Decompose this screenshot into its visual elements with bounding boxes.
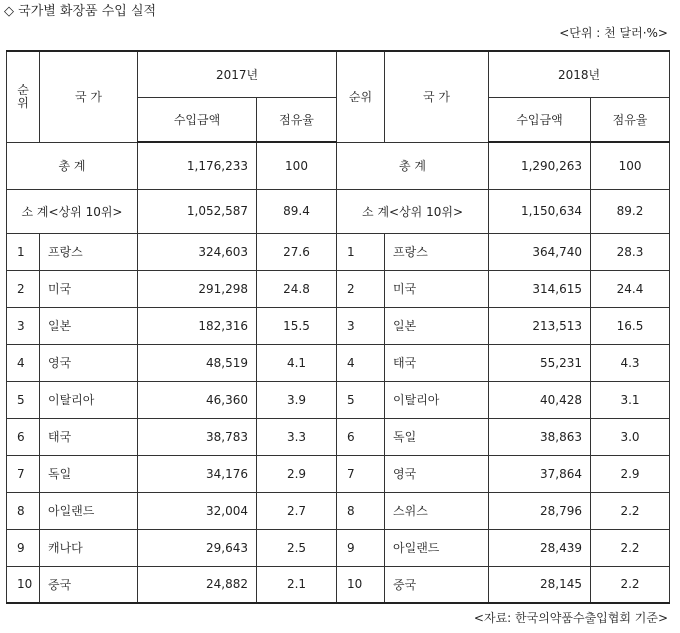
amount-2017: 291,298 <box>138 270 257 307</box>
amount-2017: 24,882 <box>138 566 257 603</box>
subtotal-amount-2018: 1,150,634 <box>489 189 591 233</box>
rank-2017: 2 <box>7 270 40 307</box>
amount-2018: 28,796 <box>489 492 591 529</box>
amount-2018: 40,428 <box>489 381 591 418</box>
amount-2017: 29,643 <box>138 529 257 566</box>
country-2017: 태국 <box>40 418 138 455</box>
country-2017: 영국 <box>40 344 138 381</box>
country-2017: 캐나다 <box>40 529 138 566</box>
country-2018: 중국 <box>385 566 489 603</box>
total-share-2017: 100 <box>257 142 337 189</box>
rank-2018: 3 <box>337 307 385 344</box>
rank-2017: 6 <box>7 418 40 455</box>
table-row <box>7 418 670 455</box>
share-2017: 24.8 <box>257 270 337 307</box>
country-2018: 이탈리아 <box>385 381 489 418</box>
amount-2018: 38,863 <box>489 418 591 455</box>
amount-2017: 38,783 <box>138 418 257 455</box>
amount-2017: 46,360 <box>138 381 257 418</box>
amount-2017: 182,316 <box>138 307 257 344</box>
rank-2018: 4 <box>337 344 385 381</box>
country-2017: 미국 <box>40 270 138 307</box>
total-amount-2017: 1,176,233 <box>138 142 257 189</box>
table-row <box>7 529 670 566</box>
amount-2017: 48,519 <box>138 344 257 381</box>
amount-2018: 28,439 <box>489 529 591 566</box>
share-2017: 2.5 <box>257 529 337 566</box>
country-2017: 중국 <box>40 566 138 603</box>
rank-2017: 7 <box>7 455 40 492</box>
country-2017: 독일 <box>40 455 138 492</box>
rank-2017: 1 <box>7 233 40 270</box>
country-header-2017: 국 가 <box>40 51 138 142</box>
rank-2018: 6 <box>337 418 385 455</box>
amount-2018: 37,864 <box>489 455 591 492</box>
country-2017: 아일랜드 <box>40 492 138 529</box>
page-title: ◇ 국가별 화장품 수입 실적 <box>4 4 157 19</box>
share-2018: 2.2 <box>591 566 670 603</box>
rank-2017: 8 <box>7 492 40 529</box>
share-2018: 24.4 <box>591 270 670 307</box>
share-2017: 4.1 <box>257 344 337 381</box>
amount-header-2017: 수입금액 <box>138 97 257 142</box>
share-2017: 3.3 <box>257 418 337 455</box>
share-2018: 3.0 <box>591 418 670 455</box>
total-label-2018: 총 계 <box>337 142 489 189</box>
country-2018: 태국 <box>385 344 489 381</box>
table-row <box>7 344 670 381</box>
country-2017: 일본 <box>40 307 138 344</box>
source-note: <자료: 한국의약품수출입협회 기준> <box>473 611 668 625</box>
subtotal-label-2018: 소 계<상위 10위> <box>337 189 489 233</box>
rank-2017: 4 <box>7 344 40 381</box>
table-row <box>7 455 670 492</box>
share-2017: 2.9 <box>257 455 337 492</box>
country-2018: 미국 <box>385 270 489 307</box>
amount-2018: 55,231 <box>489 344 591 381</box>
amount-2017: 32,004 <box>138 492 257 529</box>
country-header-2018: 국 가 <box>385 51 489 142</box>
country-2018: 아일랜드 <box>385 529 489 566</box>
table-row <box>7 381 670 418</box>
table-row <box>7 566 670 603</box>
subtotal-share-2018: 89.2 <box>591 189 670 233</box>
table-row <box>7 270 670 307</box>
rank-2018: 10 <box>337 566 385 603</box>
country-2018: 독일 <box>385 418 489 455</box>
share-2018: 2.2 <box>591 529 670 566</box>
rank-header-line2: 위 <box>17 95 29 110</box>
header-row-years <box>7 51 670 97</box>
country-2018: 일본 <box>385 307 489 344</box>
share-2017: 27.6 <box>257 233 337 270</box>
share-2017: 2.1 <box>257 566 337 603</box>
rank-2017: 5 <box>7 381 40 418</box>
total-amount-2018: 1,290,263 <box>489 142 591 189</box>
total-label-2017: 총 계 <box>7 142 138 189</box>
rank-header-line1: 순 <box>17 82 29 97</box>
amount-2018: 28,145 <box>489 566 591 603</box>
amount-2018: 314,615 <box>489 270 591 307</box>
table-row <box>7 233 670 270</box>
amount-2017: 324,603 <box>138 233 257 270</box>
subtotal-label-2017: 소 계<상위 10위> <box>7 189 138 233</box>
rank-2017: 9 <box>7 529 40 566</box>
table-row <box>7 307 670 344</box>
subtotal-amount-2017: 1,052,587 <box>138 189 257 233</box>
import-table <box>6 50 670 604</box>
rank-2018: 9 <box>337 529 385 566</box>
country-2018: 프랑스 <box>385 233 489 270</box>
country-2017: 프랑스 <box>40 233 138 270</box>
share-2017: 3.9 <box>257 381 337 418</box>
rank-header-2017 <box>7 51 40 142</box>
total-row <box>7 142 670 189</box>
amount-2017: 34,176 <box>138 455 257 492</box>
subtotal-row <box>7 189 670 233</box>
amount-header-2018: 수입금액 <box>489 97 591 142</box>
rank-2018: 2 <box>337 270 385 307</box>
rank-2018: 5 <box>337 381 385 418</box>
share-2018: 28.3 <box>591 233 670 270</box>
year-header-2018: 2018년 <box>489 51 670 97</box>
subtotal-share-2017: 89.4 <box>257 189 337 233</box>
share-2018: 2.2 <box>591 492 670 529</box>
share-2018: 3.1 <box>591 381 670 418</box>
rank-2017: 3 <box>7 307 40 344</box>
rank-2018: 8 <box>337 492 385 529</box>
total-share-2018: 100 <box>591 142 670 189</box>
rank-2017: 10 <box>7 566 40 603</box>
share-header-2017: 점유율 <box>257 97 337 142</box>
table-row <box>7 492 670 529</box>
amount-2018: 213,513 <box>489 307 591 344</box>
share-2017: 2.7 <box>257 492 337 529</box>
share-2018: 16.5 <box>591 307 670 344</box>
rank-2018: 7 <box>337 455 385 492</box>
share-2018: 2.9 <box>591 455 670 492</box>
share-2018: 4.3 <box>591 344 670 381</box>
share-header-2018: 점유율 <box>591 97 670 142</box>
share-2017: 15.5 <box>257 307 337 344</box>
unit-note: <단위 : 천 달러·%> <box>559 26 668 40</box>
amount-2018: 364,740 <box>489 233 591 270</box>
year-header-2017: 2017년 <box>138 51 337 97</box>
rank-header-2018: 순위 <box>337 51 385 142</box>
country-2018: 영국 <box>385 455 489 492</box>
rank-2018: 1 <box>337 233 385 270</box>
country-2018: 스위스 <box>385 492 489 529</box>
country-2017: 이탈리아 <box>40 381 138 418</box>
